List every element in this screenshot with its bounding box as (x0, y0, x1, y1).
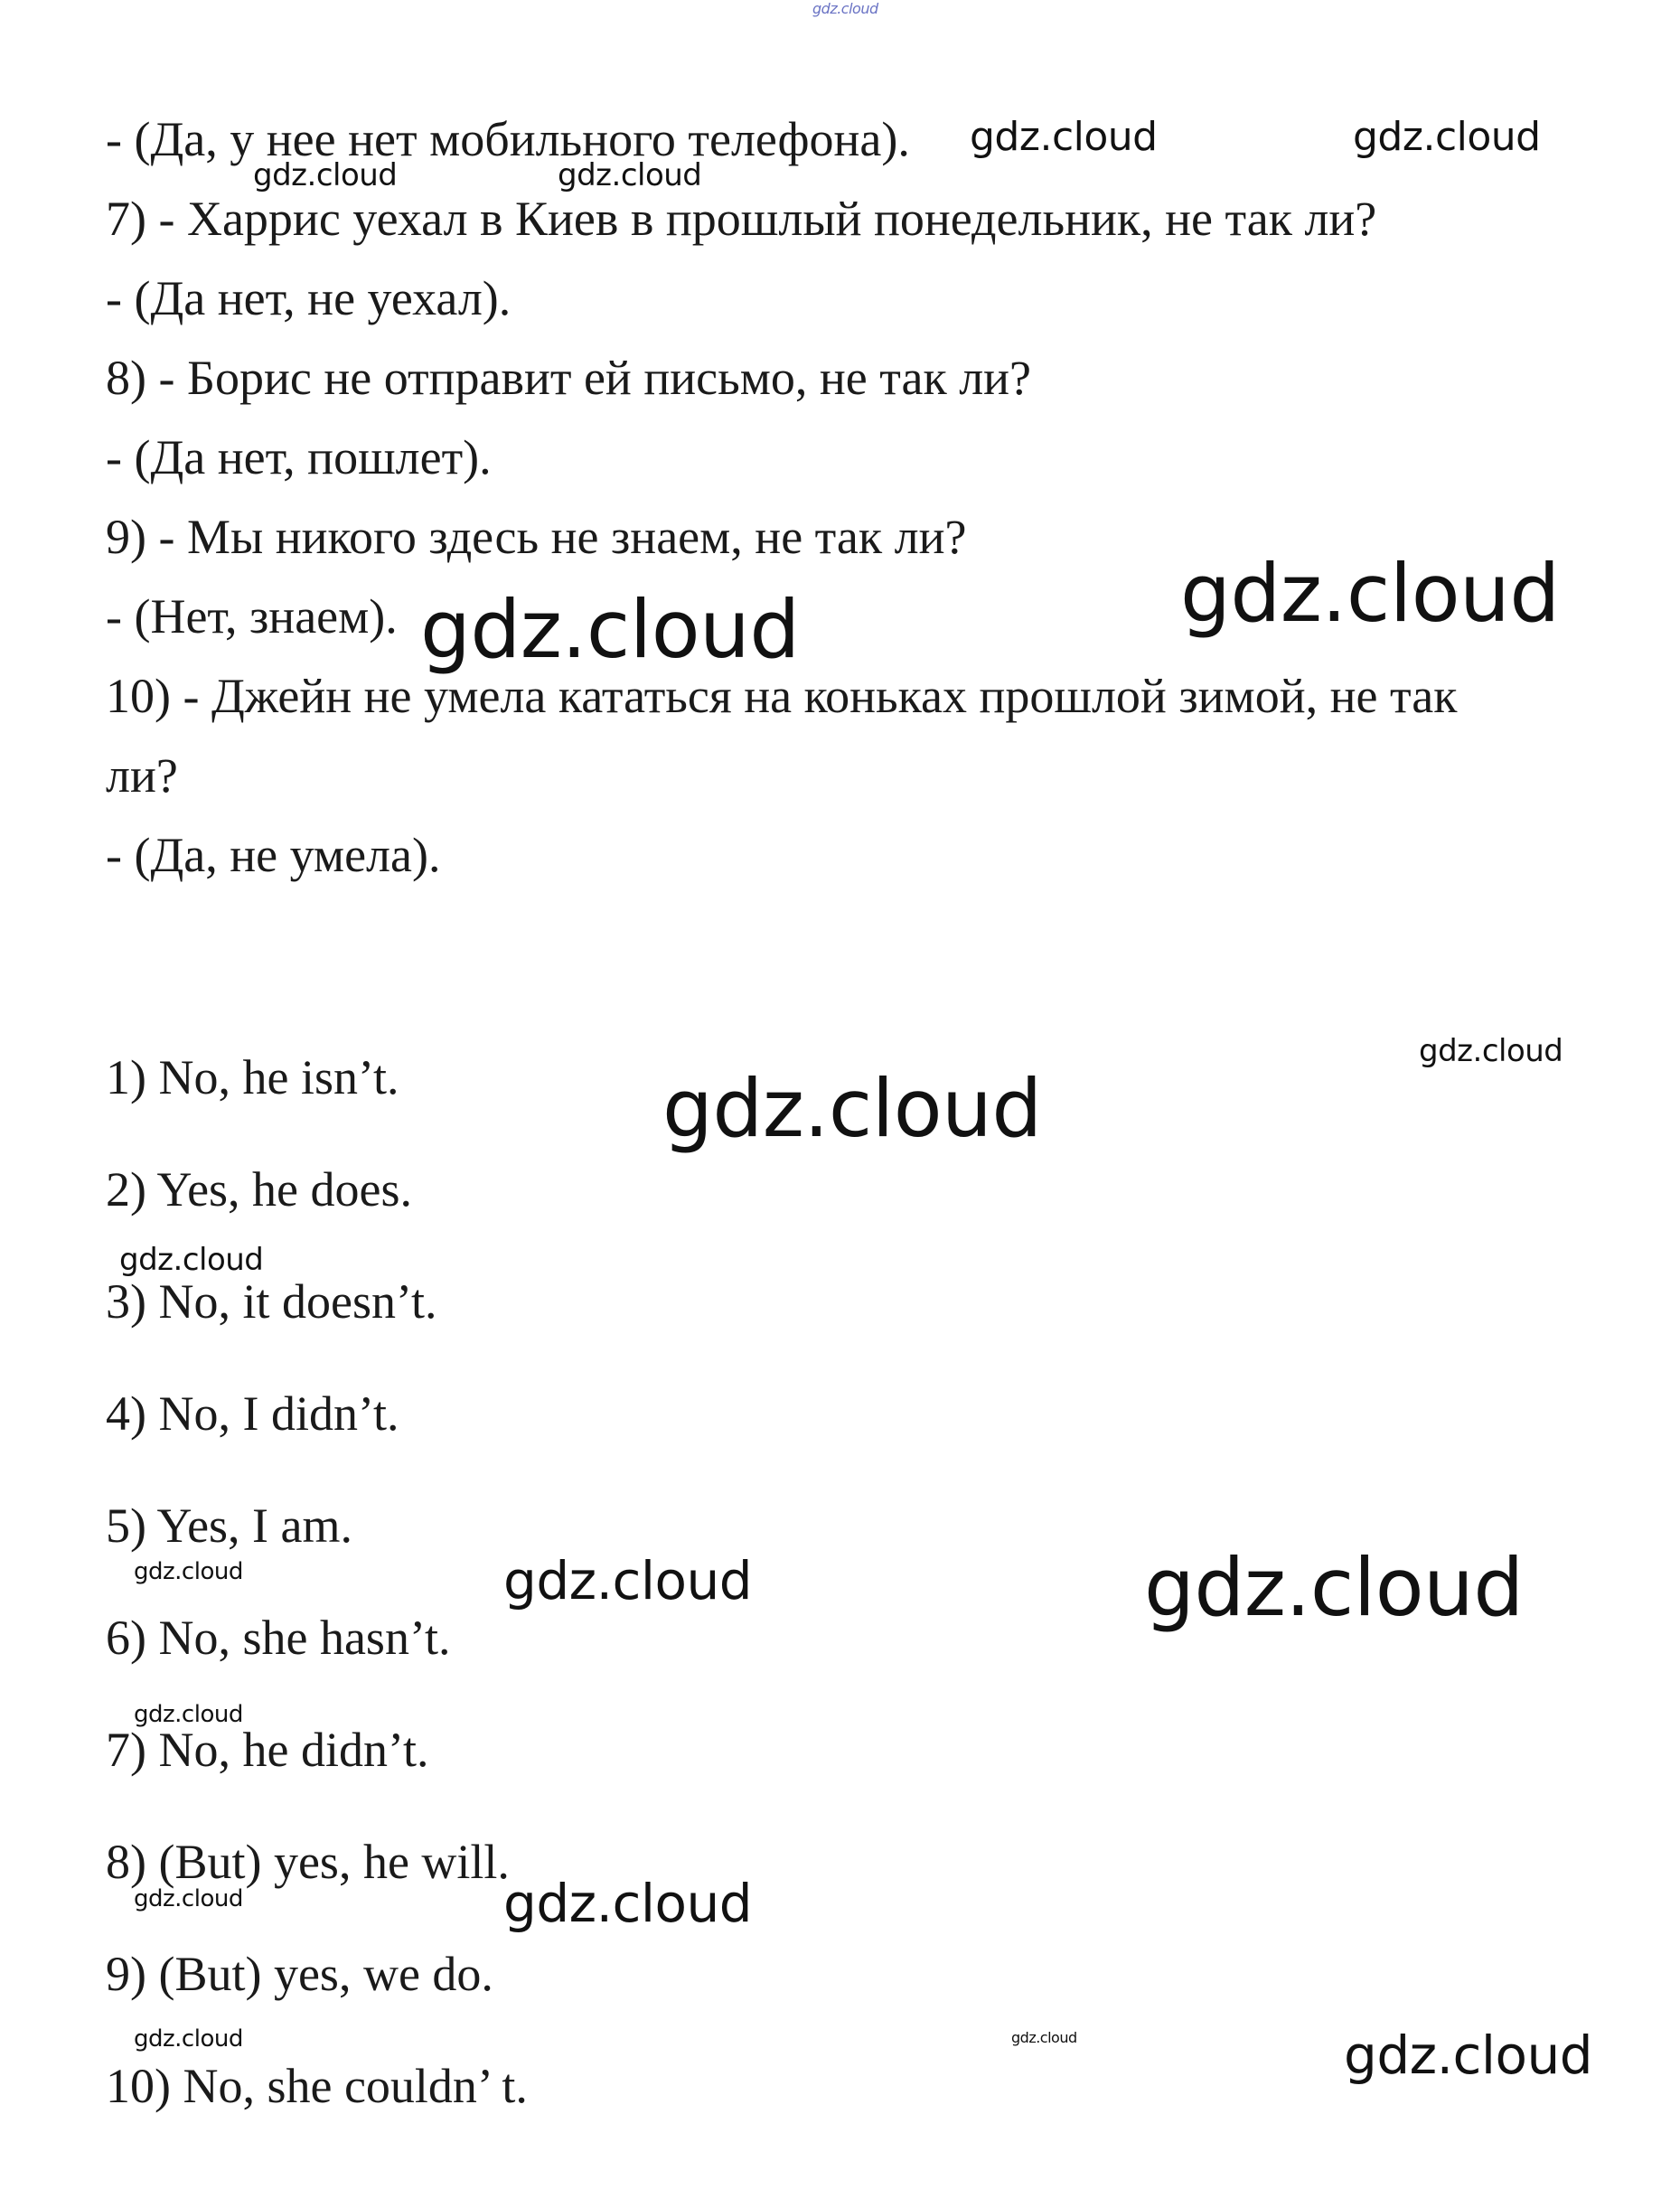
watermark: gdz.cloud (503, 1873, 753, 1934)
russian-line: - (Да, не умела). (106, 828, 441, 882)
watermark: gdz.cloud (1144, 1541, 1524, 1634)
watermark: gdz.cloud (420, 583, 800, 676)
watermark: gdz.cloud (134, 2025, 243, 2053)
answer-line: 6) No, she hasn’t. (106, 1611, 451, 1665)
answer-line: 2) Yes, he does. (106, 1162, 413, 1217)
answer-line: 5) Yes, I am. (106, 1498, 353, 1553)
russian-line: 8) - Борис не отправит ей письмо, не так ли? (106, 351, 1032, 405)
watermark: gdz.cloud (503, 1550, 753, 1611)
watermark: gdz.cloud (1419, 1033, 1563, 1069)
watermark: gdz.cloud (134, 1701, 243, 1728)
watermark: gdz.cloud (134, 1558, 243, 1585)
watermark: gdz.cloud (1011, 2029, 1077, 2046)
russian-line: - (Нет, знаем). (106, 589, 398, 644)
watermark: gdz.cloud (1344, 2025, 1593, 2086)
answer-line: 1) No, he isn’t. (106, 1050, 399, 1104)
watermark: gdz.cloud (558, 157, 702, 193)
watermark: gdz.cloud (119, 1242, 264, 1278)
russian-line: 7) - Харрис уехал в Киев в прошлый понедельник, не так ли? (106, 192, 1377, 246)
russian-line: - (Да нет, пошлет). (106, 430, 492, 484)
russian-line: 10) - Джейн не умела кататься на коньках прошлой зимой, не так (106, 669, 1458, 723)
answer-line: 10) No, she couldn’ t. (106, 2059, 528, 2113)
answer-line: 9) (But) yes, we do. (106, 1947, 493, 2001)
answer-line: 7) No, he didn’t. (106, 1723, 429, 1777)
russian-line: 9) - Мы никого здесь не знаем, не так ли? (106, 510, 967, 564)
russian-line: - (Да нет, не уехал). (106, 271, 512, 325)
watermark: gdz.cloud (812, 0, 878, 17)
answer-line: 4) No, I didn’t. (106, 1386, 399, 1441)
watermark: gdz.cloud (970, 114, 1158, 160)
watermark: gdz.cloud (1353, 114, 1541, 160)
russian-line: - (Да, у нее нет мобильного телефона). (106, 112, 910, 166)
answer-line: 3) No, it doesn’t. (106, 1274, 437, 1329)
watermark: gdz.cloud (134, 1885, 243, 1912)
watermark: gdz.cloud (662, 1062, 1042, 1155)
answer-line: 8) (But) yes, he will. (106, 1835, 510, 1889)
watermark: gdz.cloud (253, 157, 398, 193)
watermark: gdz.cloud (1180, 547, 1560, 640)
russian-line: ли? (106, 748, 178, 803)
